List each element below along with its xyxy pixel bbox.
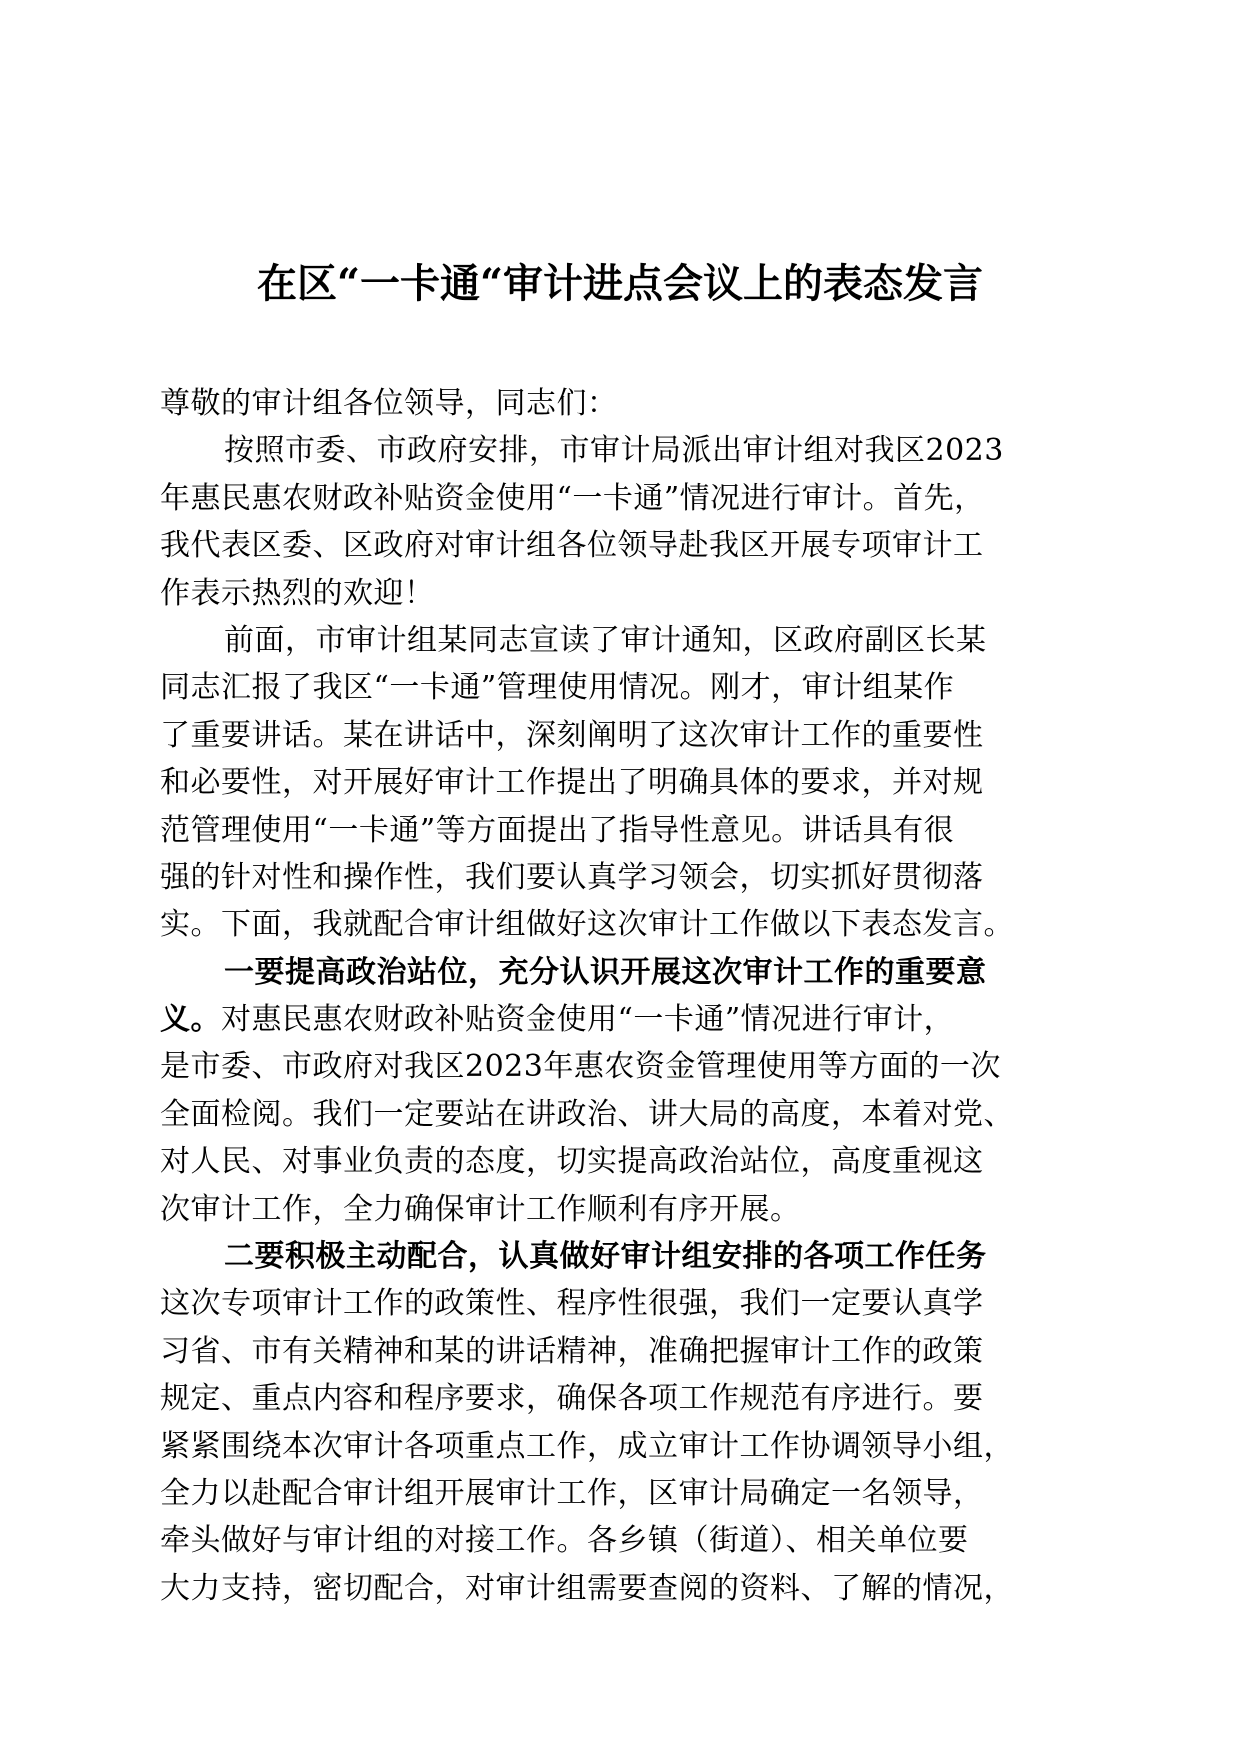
paragraph-4-line: 牵头做好与审计组的对接工作。各乡镇（街道）、相关单位要 [160, 1523, 969, 1559]
paragraph-2-line: 范管理使用“一卡通”等方面提出了指导性意见。讲话具有很 [160, 812, 955, 848]
greeting: 尊敬的审计组各位领导，同志们： [160, 386, 618, 421]
paragraph-4-line: 紧紧围绕本次审计各项重点工作，成立审计工作协调领导小组， [160, 1428, 1014, 1464]
paragraph-1-line: 按照市委、市政府安排，市审计局派出审计组对我区2023 [224, 433, 1004, 469]
paragraph-3-line [160, 996, 1080, 1043]
paragraph-3-line: 对人民、对事业负责的态度，切实提高政治站位，高度重视这 [160, 1144, 984, 1180]
paragraph-3-text: 对惠民惠农财政补贴资金使用“一卡通”情况进行审计， [221, 1002, 955, 1038]
paragraph-1-line: 我代表区委、区政府对审计组各位领导赴我区开展专项审计工 [160, 528, 984, 564]
paragraph-1-line: 年惠民惠农财政补贴资金使用“一卡通”情况进行审计。首先， [160, 480, 985, 516]
paragraph-3-line: 全面检阅。我们一定要站在讲政治、讲大局的高度，本着对党、 [160, 1096, 1014, 1132]
document-body [160, 380, 1080, 1612]
paragraph-4-line: 规定、重点内容和程序要求，确保各项工作规范有序进行。要 [160, 1381, 984, 1417]
paragraph-2-line: 和必要性，对开展好审计工作提出了明确具体的要求，并对规 [160, 765, 984, 801]
section-1-heading-end: 义。 [160, 1002, 221, 1038]
paragraph-4-line: 习省、市有关精神和某的讲话精神，准确把握审计工作的政策 [160, 1333, 984, 1369]
paragraph-4-line: 这次专项审计工作的政策性、程序性很强，我们一定要认真学 [160, 1286, 984, 1322]
paragraph-1-line: 作表示热烈的欢迎！ [160, 575, 435, 611]
paragraph-2-line: 同志汇报了我区“一卡通”管理使用情况。刚才，审计组某作 [160, 670, 955, 706]
paragraph-3-line: 次审计工作，全力确保审计工作顺利有序开展。 [160, 1191, 801, 1227]
paragraph-2-line: 了重要讲话。某在讲话中，深刻阐明了这次审计工作的重要性 [160, 717, 984, 753]
section-1-heading: 一要提高政治站位，充分认识开展这次审计工作的重要意 [224, 954, 987, 990]
section-2-heading: 二要积极主动配合，认真做好审计组安排的各项工作任务 [224, 1239, 987, 1275]
paragraph-2-line: 前面，市审计组某同志宣读了审计通知，区政府副区长某 [224, 622, 987, 658]
paragraph-3-line: 是市委、市政府对我区2023年惠农资金管理使用等方面的一次 [160, 1049, 1001, 1085]
paragraph-4-line: 全力以赴配合审计组开展审计工作，区审计局确定一名领导， [160, 1475, 984, 1511]
document-title: 在区“一卡通“审计进点会议上的表态发言 [256, 260, 983, 307]
paragraph-2-line: 实。下面，我就配合审计组做好这次审计工作做以下表态发言。 [160, 907, 1014, 943]
paragraph-4-line: 大力支持，密切配合，对审计组需要查阅的资料、了解的情况， [160, 1570, 1014, 1606]
paragraph-2-line: 强的针对性和操作性，我们要认真学习领会，切实抓好贯彻落 [160, 859, 984, 895]
